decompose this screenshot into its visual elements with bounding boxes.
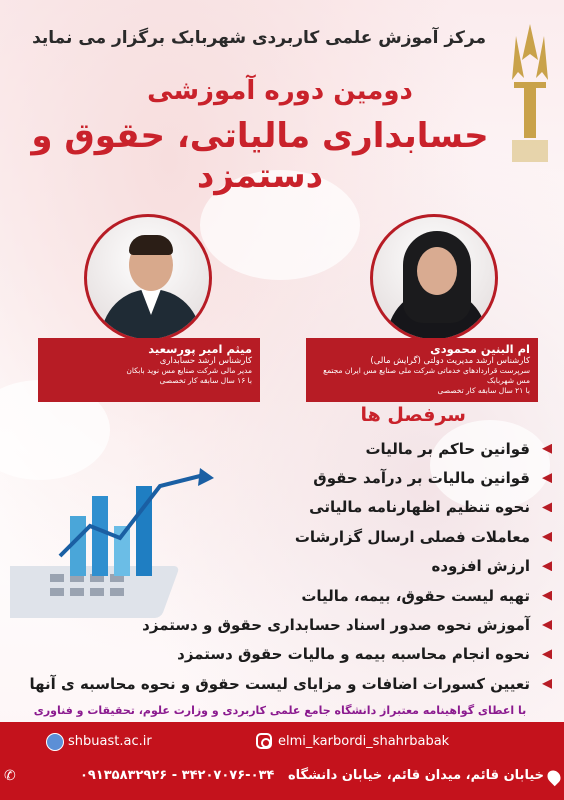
bullet-icon <box>542 444 552 454</box>
speaker-card-1 <box>38 338 260 402</box>
syllabus-item-text: نحوه انجام محاسبه بیمه و مالیات حقوق دستمزد <box>177 645 530 664</box>
syllabus-item-text: قوانین حاکم بر مالیات <box>365 439 530 458</box>
syllabus-item <box>12 669 552 698</box>
speaker-experience: با ۲۱ سال سابقه کار تخصصی <box>437 386 530 395</box>
syllabus-item-text: ارزش افزوده <box>431 557 530 576</box>
syllabus-item <box>12 552 552 581</box>
speaker-card-2 <box>306 338 538 402</box>
speaker-position: سرپرست قراردادهای خدماتی شرکت ملی صنایع مس ایران مجتمع مس شهربابک <box>323 366 530 385</box>
bullet-icon <box>542 561 552 571</box>
syllabus-item <box>12 581 552 610</box>
speaker-photo-1 <box>84 214 212 342</box>
syllabus-list <box>12 434 552 699</box>
globe-icon <box>46 733 64 751</box>
phone-icon: ✆ <box>4 768 16 784</box>
speaker-photo-2 <box>370 214 498 342</box>
speaker-hair <box>129 235 173 255</box>
instagram-icon <box>256 733 272 749</box>
speaker-degree: کارشناس ارشد حسابداری <box>159 356 252 366</box>
speaker-position: مدیر مالی شرکت صنایع مس نوید بابکان <box>126 366 252 375</box>
speaker-experience: با ۱۶ سال سابقه کار تخصصی <box>159 376 252 385</box>
bullet-icon <box>542 502 552 512</box>
syllabus-item <box>12 610 552 639</box>
footer-bar <box>0 722 564 800</box>
syllabus-item-text: نحوه تنظیم اظهارنامه مالیاتی <box>309 498 530 517</box>
speaker-degree: کارشناس ارشد مدیریت دولتی (گرایش مالی) <box>370 356 530 366</box>
speaker-name: میثم امیر پورسعید <box>148 342 252 356</box>
syllabus-item <box>12 463 552 492</box>
university-logo <box>504 20 556 170</box>
bullet-icon <box>542 591 552 601</box>
course-number: دومین دوره آموزشی <box>147 76 413 106</box>
bullet-icon <box>542 679 552 689</box>
bullet-icon <box>542 620 552 630</box>
phone-numbers[interactable]: ۰۳۴-۳۴۲۰۷۰۷۶ - ۰۹۱۳۵۸۳۲۹۲۶ <box>79 768 275 783</box>
syllabus-item-text: معاملات فصلی ارسال گزارشات <box>294 527 530 546</box>
syllabus-item-text: قوانین مالیات بر درآمد حقوق <box>313 469 530 488</box>
instagram-link[interactable]: elmi_karbordi_shahrbabak <box>278 734 450 749</box>
organizer-line: مرکز آموزش علمی کاربردی شهربابک برگزار می نماید <box>32 28 486 48</box>
address-line <box>80 768 544 783</box>
certificate-note: با اعطای گواهینامه معتبراز دانشگاه جامع علمی کاربردی و وزارت علوم، تحقیقات و فناوری <box>33 704 527 717</box>
address-text: خیابان قائم، میدان قائم، خیابان دانشگاه <box>287 768 544 783</box>
speaker-name: ام البنین محمودی <box>430 342 530 356</box>
bullet-icon <box>542 649 552 659</box>
syllabus-item-text: تعیین کسورات اضافات و مزایای لیست حقوق و نحوه محاسبه ی آنها <box>29 674 530 693</box>
speaker-head <box>417 247 457 295</box>
website-link[interactable]: shbuast.ac.ir <box>68 734 152 749</box>
bullet-icon <box>542 532 552 542</box>
syllabus-title: سرفصل ها <box>360 404 466 426</box>
syllabus-item-text: تهیه لیست حقوق، بیمه، مالیات <box>301 586 530 605</box>
course-title: حسابداری مالیاتی، حقوق و دستمزد <box>31 116 489 196</box>
syllabus-item <box>12 640 552 669</box>
location-pin-icon <box>545 768 563 786</box>
syllabus-item <box>12 522 552 551</box>
syllabus-item <box>12 434 552 463</box>
bullet-icon <box>542 473 552 483</box>
syllabus-item-text: آموزش نحوه صدور اسناد حسابداری حقوق و دستمزد <box>142 616 530 635</box>
syllabus-item <box>12 493 552 522</box>
